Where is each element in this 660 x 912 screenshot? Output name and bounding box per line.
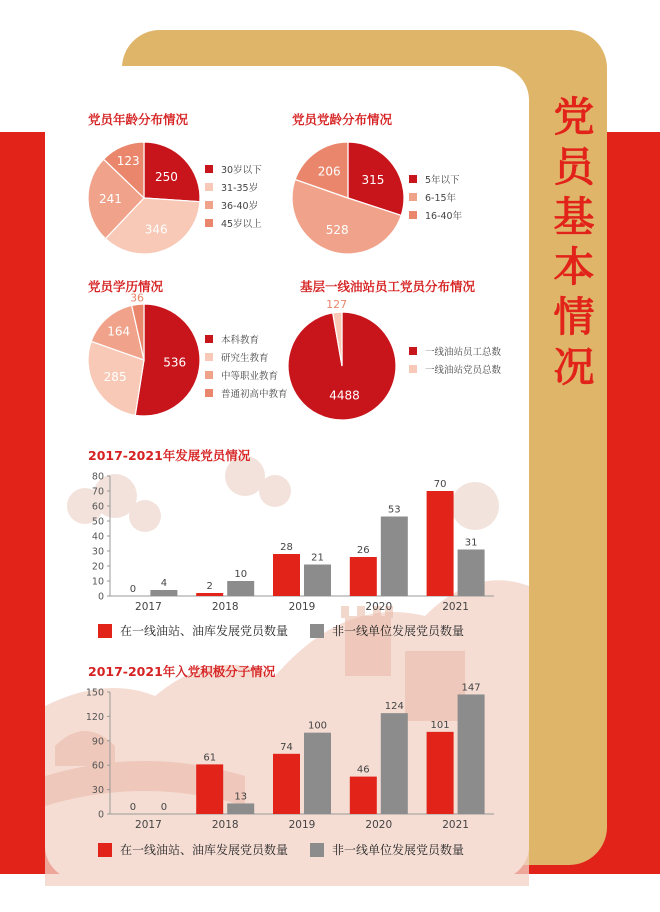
x-tick-label: 2017 <box>135 819 162 831</box>
bar-value-label: 100 <box>307 720 328 732</box>
legend-swatch-nonfrontline <box>310 624 324 638</box>
bar <box>304 565 331 597</box>
pie-value-label: 206 <box>317 164 341 179</box>
legend-item <box>205 348 288 366</box>
y-tick-label: 0 <box>97 809 104 821</box>
x-tick-label: 2019 <box>288 601 316 613</box>
x-tick-label: 2019 <box>288 819 316 831</box>
bar <box>381 517 408 597</box>
legend-swatch <box>205 201 213 209</box>
y-tick-label: 0 <box>97 591 104 603</box>
legend-label: 本科教育 <box>221 335 260 346</box>
legend-swatch <box>205 389 213 397</box>
legend-label: 一线油站党员总数 <box>425 365 502 376</box>
bar-value-label: 74 <box>280 741 293 753</box>
legend-label: 研究生教育 <box>221 353 269 364</box>
party-age-chart-title: 党员党龄分布情况 <box>292 112 393 127</box>
pie-value-label: 4488 <box>329 388 360 403</box>
y-tick-label: 60 <box>91 501 104 513</box>
y-tick-label: 70 <box>91 486 104 498</box>
activist-bar-chart <box>80 684 500 834</box>
legend-swatch <box>205 219 213 227</box>
frontline-pie-chart <box>282 298 410 420</box>
legend-label-frontline: 在一线油站、油库发展党员数量 <box>120 843 289 857</box>
bar <box>381 713 408 814</box>
y-tick-label: 20 <box>91 561 104 573</box>
pie-value-label: 528 <box>325 222 349 237</box>
bar-value-label: 2 <box>206 581 213 592</box>
legend-item <box>409 206 462 224</box>
legend-swatch <box>409 211 417 219</box>
bar <box>227 803 254 814</box>
bar <box>273 554 300 596</box>
legend-swatch <box>205 183 213 191</box>
party-age-pie-chart <box>290 140 406 256</box>
legend-swatch-frontline <box>98 843 112 857</box>
bar-value-label: 53 <box>387 504 401 516</box>
bar-value-label: 28 <box>280 542 293 553</box>
pie-value-label: 164 <box>107 324 131 339</box>
bar-value-label: 13 <box>234 791 248 803</box>
bar-value-label: 0 <box>160 802 168 813</box>
age-chart-title: 党员年龄分布情况 <box>88 112 189 127</box>
legend-swatch-nonfrontline <box>310 843 324 857</box>
legend-label: 5年以下 <box>425 175 460 186</box>
development-bar-chart <box>80 468 500 616</box>
y-tick-label: 10 <box>91 576 104 588</box>
pie-value-label: 536 <box>163 355 187 370</box>
x-tick-label: 2021 <box>442 601 469 613</box>
bar <box>273 754 300 814</box>
legend-swatch-frontline <box>98 624 112 638</box>
legend-swatch <box>205 165 213 173</box>
x-tick-label: 2018 <box>211 601 239 613</box>
legend-swatch <box>409 193 417 201</box>
education-pie-chart <box>86 291 202 418</box>
bar-value-label: 10 <box>234 569 248 580</box>
legend-item <box>205 330 288 348</box>
age-pie-chart <box>86 140 202 256</box>
y-tick-label: 30 <box>91 785 104 797</box>
legend-label-frontline: 在一线油站、油库发展党员数量 <box>120 624 289 638</box>
activist-legend <box>98 841 464 858</box>
legend-label: 6-15年 <box>425 193 457 204</box>
bar-value-label: 61 <box>203 752 217 764</box>
bar <box>350 777 377 814</box>
legend-swatch <box>409 175 417 183</box>
legend-item <box>409 188 462 206</box>
legend-item <box>205 196 262 214</box>
legend-label: 30岁以下 <box>221 165 262 176</box>
legend-item <box>409 342 501 360</box>
legend-item <box>205 160 262 178</box>
bar-value-label: 0 <box>129 802 137 813</box>
bar-value-label: 26 <box>356 545 370 556</box>
development-legend <box>98 622 464 639</box>
legend-item <box>205 178 262 196</box>
pie-value-label: 123 <box>116 153 140 168</box>
page-title-text: 党员基本情况 <box>553 93 595 391</box>
development-chart-title: 2017-2021年发展党员情况 <box>88 448 251 463</box>
y-tick-label: 30 <box>91 546 104 558</box>
pie-value-label: 346 <box>144 222 168 237</box>
bar-value-label: 147 <box>461 682 481 694</box>
y-tick-label: 120 <box>85 711 104 723</box>
bar <box>304 733 331 814</box>
pie-value-label: 127 <box>326 298 348 312</box>
education-chart-title: 党员学历情况 <box>88 279 164 294</box>
frontline-legend <box>409 342 501 378</box>
legend-label: 普通初高中教育 <box>221 389 288 400</box>
education-legend <box>205 330 288 402</box>
legend-swatch <box>409 365 417 373</box>
bar <box>196 593 223 596</box>
bar <box>427 732 454 814</box>
pie-value-label: 250 <box>155 169 178 184</box>
bar <box>458 694 485 814</box>
legend-swatch <box>205 353 213 361</box>
legend-label: 一线油站员工总数 <box>425 347 502 358</box>
bar-value-label: 4 <box>160 578 168 589</box>
bar-value-label: 70 <box>433 479 447 490</box>
bar <box>150 590 177 596</box>
y-tick-label: 150 <box>85 687 104 699</box>
bar-value-label: 101 <box>430 719 450 731</box>
legend-item <box>205 366 288 384</box>
bar <box>427 491 454 596</box>
pie-value-label: 241 <box>98 191 122 206</box>
legend-swatch <box>409 347 417 355</box>
bar <box>458 550 485 597</box>
legend-item <box>409 170 462 188</box>
legend-swatch <box>205 371 213 379</box>
x-tick-label: 2021 <box>442 819 469 831</box>
legend-item <box>205 214 262 232</box>
legend-item <box>205 384 288 402</box>
pie-value-label: 36 <box>130 291 145 305</box>
y-tick-label: 90 <box>91 736 104 748</box>
pie-value-label: 315 <box>361 172 385 187</box>
y-tick-label: 50 <box>91 516 104 528</box>
bar <box>350 557 377 596</box>
x-tick-label: 2018 <box>211 819 239 831</box>
party-age-legend <box>409 170 462 224</box>
legend-label: 中等职业教育 <box>221 371 279 382</box>
y-tick-label: 40 <box>91 531 104 543</box>
bar-value-label: 124 <box>384 701 404 713</box>
activist-chart-title: 2017-2021年入党积极分子情况 <box>88 664 276 679</box>
bar <box>227 581 254 596</box>
bar-value-label: 21 <box>311 552 324 564</box>
pie-value-label: 285 <box>103 370 127 385</box>
x-tick-label: 2020 <box>365 601 393 613</box>
legend-label-nonfrontline: 非一线单位发展党员数量 <box>332 843 465 857</box>
page-title-vertical <box>542 92 606 392</box>
legend-label: 36-40岁 <box>221 201 259 212</box>
legend-label: 16-40年 <box>425 211 463 222</box>
legend-item <box>409 360 501 378</box>
legend-label: 31-35岁 <box>221 183 259 194</box>
y-tick-label: 60 <box>91 760 104 772</box>
bar <box>196 764 223 814</box>
bar-value-label: 31 <box>464 537 478 549</box>
age-legend <box>205 160 262 232</box>
bar-value-label: 46 <box>356 764 370 776</box>
y-tick-label: 80 <box>91 471 104 483</box>
legend-label: 45岁以上 <box>221 219 262 230</box>
legend-swatch <box>205 335 213 343</box>
x-tick-label: 2017 <box>135 601 162 613</box>
bar-value-label: 0 <box>129 584 137 595</box>
x-tick-label: 2020 <box>365 819 393 831</box>
legend-label-nonfrontline: 非一线单位发展党员数量 <box>332 624 465 638</box>
frontline-chart-title: 基层一线油站员工党员分布情况 <box>300 279 476 294</box>
